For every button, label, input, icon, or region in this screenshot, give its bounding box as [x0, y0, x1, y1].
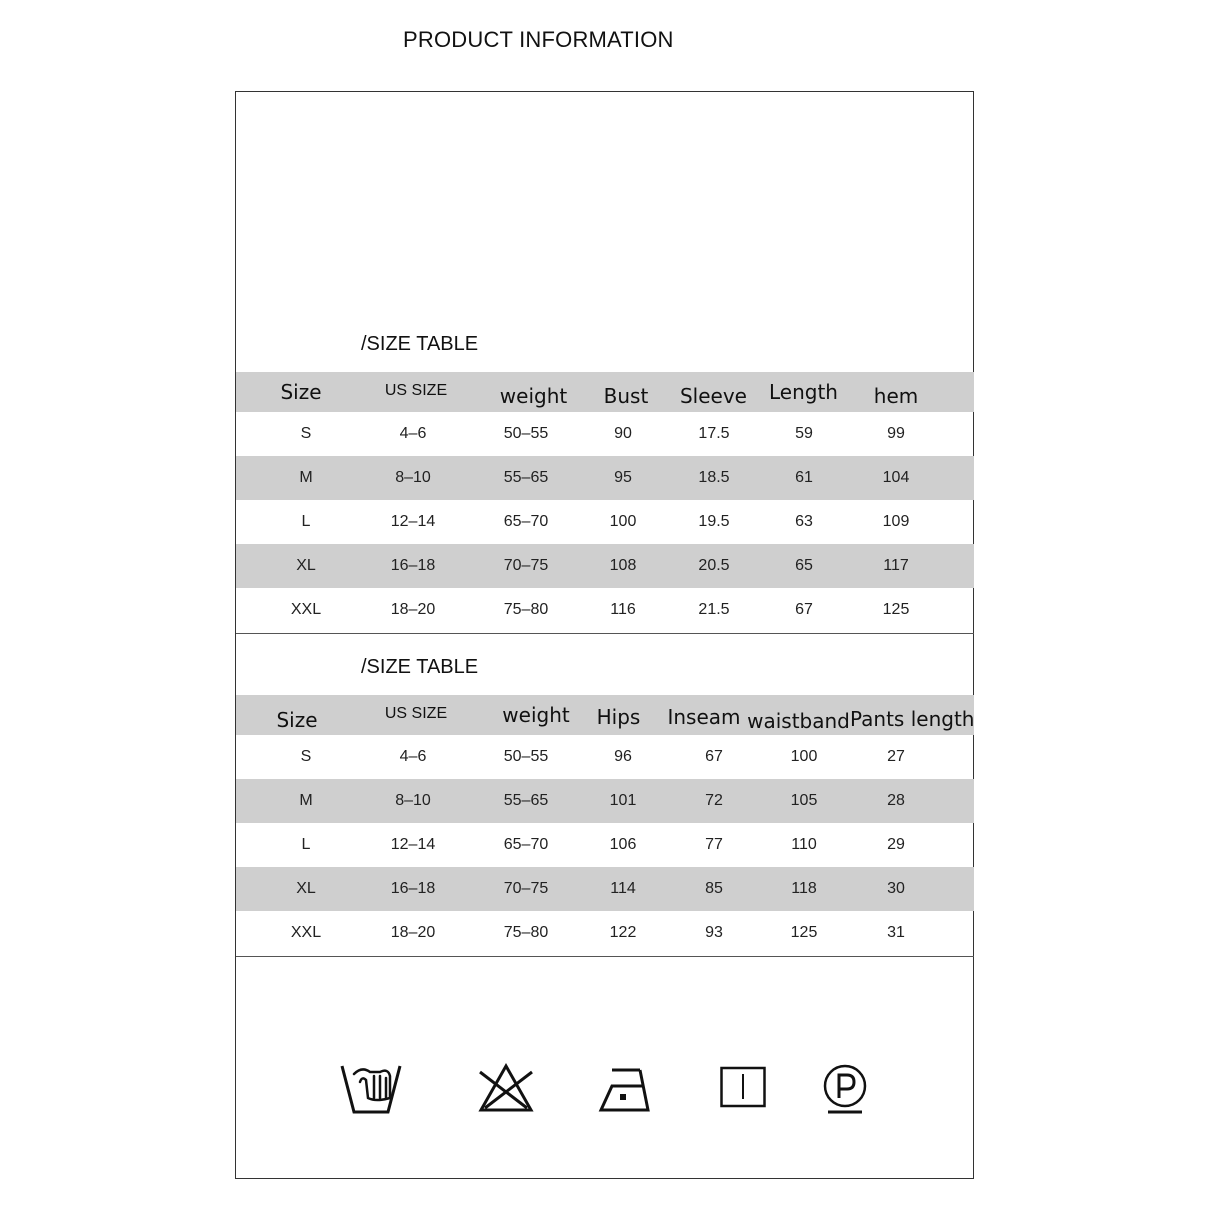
- dry-clean-p-icon: [822, 1062, 868, 1116]
- table-cell: 101: [609, 792, 637, 809]
- table-cell: S: [300, 425, 312, 442]
- table-row: [236, 456, 974, 500]
- table-cell: 72: [705, 792, 723, 809]
- table-cell: 67: [795, 601, 813, 618]
- table-cell: 65–70: [503, 513, 549, 530]
- section-divider: [236, 633, 974, 634]
- column-header: weight: [499, 384, 568, 408]
- table-cell: 90: [614, 425, 632, 442]
- table-cell: 125: [790, 924, 818, 941]
- table-cell: 27: [887, 748, 905, 765]
- table-cell: 21.5: [698, 601, 730, 618]
- table-cell: 4–6: [399, 425, 427, 442]
- table-cell: 63: [795, 513, 813, 530]
- table-cell: 17.5: [698, 425, 730, 442]
- column-header: Sleeve: [679, 384, 747, 408]
- table-cell: 18.5: [698, 469, 730, 486]
- table-cell: M: [299, 469, 313, 486]
- table-row: [236, 412, 974, 456]
- table-cell: 67: [705, 748, 723, 765]
- table-cell: 105: [790, 792, 818, 809]
- table-cell: L: [301, 836, 311, 853]
- table-cell: 55–65: [503, 469, 549, 486]
- table-cell: 28: [887, 792, 905, 809]
- table-cell: 59: [795, 425, 813, 442]
- table-row: [236, 779, 974, 823]
- column-header: US SIZE: [384, 705, 448, 722]
- table-cell: 109: [882, 513, 910, 530]
- table-cell: 70–75: [503, 557, 549, 574]
- table-header-row: [236, 695, 974, 735]
- table-cell: 93: [705, 924, 723, 941]
- hand-wash-icon: [340, 1062, 402, 1116]
- table-cell: 16–18: [390, 557, 436, 574]
- table-cell: S: [300, 748, 312, 765]
- table-cell: 75–80: [503, 924, 549, 941]
- table-cell: 12–14: [390, 836, 436, 853]
- column-header: waistband: [747, 709, 850, 733]
- page-title: PRODUCT INFORMATION: [403, 27, 674, 52]
- table-cell: 100: [609, 513, 637, 530]
- table-cell: 75–80: [503, 601, 549, 618]
- column-header: Length: [769, 380, 838, 404]
- column-header: hem: [873, 384, 919, 408]
- do-not-bleach-icon: [477, 1062, 535, 1114]
- table-row: [236, 735, 974, 779]
- table-cell: 117: [883, 557, 909, 574]
- column-header: Inseam: [667, 705, 741, 729]
- table-cell: XL: [296, 880, 316, 897]
- table-row: [236, 867, 974, 911]
- table-cell: 99: [887, 425, 905, 442]
- table-cell: 50–55: [503, 425, 549, 442]
- table-cell: 65–70: [503, 836, 549, 853]
- column-header: Pants length: [850, 707, 975, 731]
- table-cell: XL: [296, 557, 316, 574]
- column-header: weight: [502, 703, 570, 727]
- tops-size-table-title: /SIZE TABLE: [361, 333, 479, 355]
- table-cell: 100: [790, 748, 818, 765]
- table-header-row: [236, 372, 974, 412]
- table-cell: XXL: [290, 924, 322, 941]
- table-cell: 8–10: [395, 469, 431, 486]
- tops-size-table: [236, 372, 974, 632]
- table-cell: 122: [609, 924, 637, 941]
- table-cell: 116: [610, 601, 636, 618]
- table-cell: 19.5: [698, 513, 730, 530]
- table-cell: 104: [882, 469, 910, 486]
- column-header: Size: [280, 380, 322, 404]
- table-cell: 61: [795, 469, 813, 486]
- table-cell: 18–20: [390, 924, 436, 941]
- table-cell: 55–65: [503, 792, 549, 809]
- table-cell: 29: [887, 836, 905, 853]
- table-cell: 108: [609, 557, 637, 574]
- table-row: [236, 911, 974, 955]
- table-cell: 18–20: [390, 601, 436, 618]
- table-cell: 8–10: [395, 792, 431, 809]
- pants-size-table-title: /SIZE TABLE: [361, 656, 479, 678]
- table-cell: 96: [614, 748, 632, 765]
- table-cell: 106: [609, 836, 637, 853]
- column-header: US SIZE: [384, 382, 448, 399]
- table-row: [236, 544, 974, 588]
- table-cell: 95: [614, 469, 632, 486]
- table-cell: 4–6: [399, 748, 427, 765]
- table-cell: 20.5: [698, 557, 730, 574]
- table-row: [236, 588, 974, 632]
- table-cell: 65: [795, 557, 813, 574]
- table-cell: 31: [887, 924, 905, 941]
- iron-low-heat-icon: [598, 1062, 652, 1114]
- table-cell: 16–18: [390, 880, 436, 897]
- column-header: Bust: [603, 384, 649, 408]
- table-cell: L: [301, 513, 311, 530]
- table-row: [236, 500, 974, 544]
- column-header: Hips: [596, 705, 641, 729]
- table-cell: 77: [705, 836, 723, 853]
- section-divider: [236, 956, 974, 957]
- content-frame: [235, 91, 974, 1179]
- column-header: Size: [276, 708, 318, 732]
- pants-size-table: [236, 695, 974, 955]
- table-cell: 12–14: [390, 513, 436, 530]
- table-cell: 118: [791, 880, 817, 897]
- table-cell: 114: [610, 880, 636, 897]
- table-cell: 110: [791, 836, 817, 853]
- table-cell: 70–75: [503, 880, 549, 897]
- table-cell: 125: [882, 601, 910, 618]
- table-row: [236, 823, 974, 867]
- table-cell: 85: [705, 880, 723, 897]
- table-cell: 30: [887, 880, 905, 897]
- line-dry-icon: [720, 1062, 766, 1108]
- table-cell: XXL: [290, 601, 322, 618]
- table-cell: 50–55: [503, 748, 549, 765]
- table-cell: M: [299, 792, 313, 809]
